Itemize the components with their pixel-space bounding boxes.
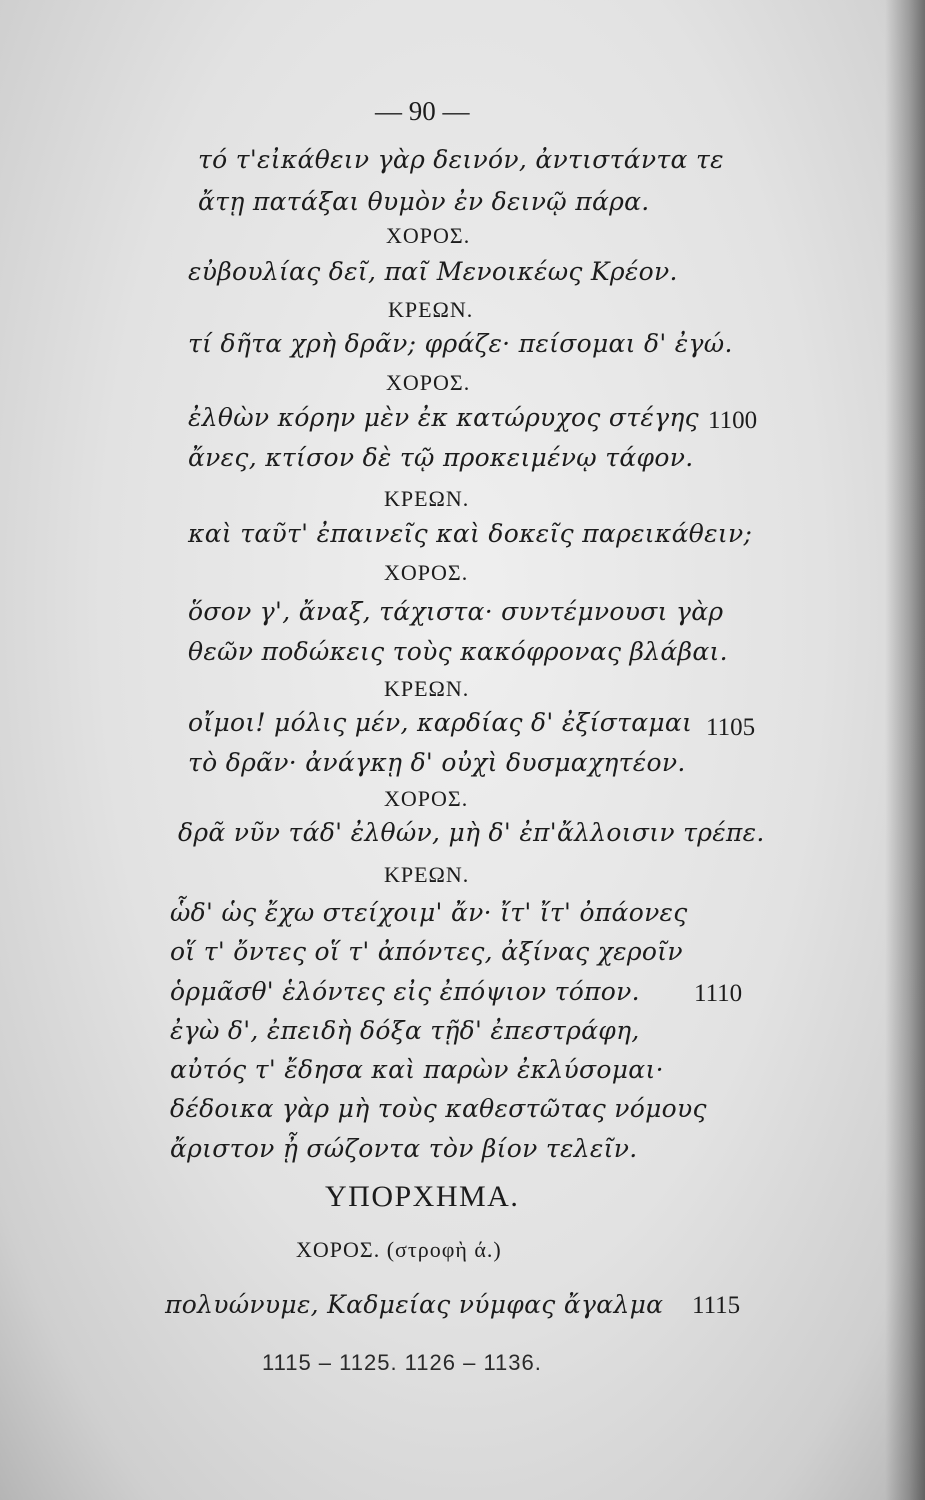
- verse-line: αὐτός τ' ἔδησα καὶ παρὼν ἐκλύσομαι·: [170, 1055, 664, 1084]
- speaker-label: ΧΟΡΟΣ.: [384, 560, 469, 585]
- speaker-label: ΚΡΕΩΝ.: [384, 862, 470, 887]
- verse-line: καὶ ταῦτ' ἐπαινεῖς καὶ δοκεῖς παρεικάθειν;: [188, 519, 753, 548]
- verse-line: πολυώνυμε, Καδμείας νύμφας ἄγαλμα: [165, 1290, 664, 1319]
- verse-line: ἄριστον ᾖ σώζοντα τὸν βίον τελεῖν.: [170, 1134, 638, 1163]
- verse-line: ὅσον γ', ἄναξ, τάχιστα· συντέμνουσι γὰρ: [188, 597, 724, 626]
- verse-line: ἄτῃ πατάξαι θυμὸν ἐν δεινῷ πάρα.: [198, 187, 650, 216]
- verse-line: ἐγὼ δ', ἐπειδὴ δόξα τῇδ' ἐπεστράφη,: [170, 1016, 640, 1045]
- page-spine-shadow: [885, 0, 925, 1500]
- verse-line: ὧδ' ὡς ἔχω στείχοιμ' ἄν· ἴτ' ἴτ' ὀπάονες: [170, 898, 688, 927]
- speaker-label: ΚΡΕΩΝ.: [384, 676, 470, 701]
- verse-line: τί δῆτα χρὴ δρᾶν; φράζε· πείσομαι δ' ἐγώ.: [188, 329, 733, 358]
- page-number: — 90 —: [375, 96, 470, 126]
- speaker-label: ΧΟΡΟΣ.: [386, 370, 471, 395]
- line-number: 1100: [708, 407, 758, 434]
- verse-line: ἐλθὼν κόρην μὲν ἐκ κατώρυχος στέγης: [188, 403, 699, 432]
- section-heading: ΥΠΟΡΧΗΜΑ.: [325, 1180, 520, 1213]
- line-number: 1110: [694, 980, 743, 1007]
- speaker-label: ΧΟΡΟΣ. (στροφὴ ά.): [296, 1237, 502, 1262]
- verse-line: οἵ τ' ὄντες οἵ τ' ἀπόντες, ἀξίνας χεροῖν: [170, 937, 683, 966]
- verse-line: τό τ'εἰκάθειν γὰρ δεινόν, ἀντιστάντα τε: [198, 145, 724, 174]
- speaker-label: ΚΡΕΩΝ.: [384, 486, 470, 511]
- speaker-label: ΧΟΡΟΣ.: [386, 223, 471, 248]
- verse-line: δέδοικα γὰρ μὴ τοὺς καθεστῶτας νόμους: [170, 1094, 707, 1123]
- footnote-line-ranges: 1115 – 1125. 1126 – 1136.: [262, 1350, 542, 1375]
- verse-line: εὐβουλίας δεῖ, παῖ Μενοικέως Κρέον.: [188, 257, 678, 286]
- speaker-label: ΚΡΕΩΝ.: [388, 297, 474, 322]
- verse-line: ἄνες, κτίσον δὲ τῷ προκειμένῳ τάφον.: [188, 443, 694, 472]
- verse-line: δρᾶ νῦν τάδ' ἐλθών, μὴ δ' ἐπ'ἄλλοισιν τρέπε.: [178, 818, 765, 847]
- verse-line: θεῶν ποδώκεις τοὺς κακόφρονας βλάβαι.: [188, 637, 728, 666]
- verse-line: ὁρμᾶσθ' ἑλόντες εἰς ἐπόψιον τόπον.: [170, 977, 640, 1006]
- line-number: 1115: [692, 1292, 741, 1319]
- speaker-label: ΧΟΡΟΣ.: [384, 786, 469, 811]
- verse-line: οἴμοι! μόλις μέν, καρδίας δ' ἐξίσταμαι: [188, 708, 693, 737]
- line-number: 1105: [706, 714, 756, 741]
- verse-line: τὸ δρᾶν· ἀνάγκῃ δ' οὐχὶ δυσμαχητέον.: [188, 748, 686, 777]
